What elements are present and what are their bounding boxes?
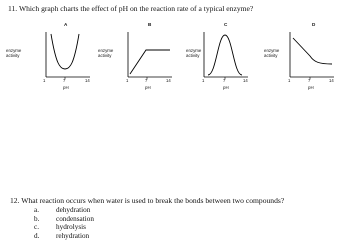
graph-d-tick-14: 14	[329, 78, 334, 83]
graph-a	[6, 22, 91, 100]
question-12-options	[34, 206, 94, 240]
option-c-letter: c.	[34, 223, 39, 232]
graph-a-tick-14: 14	[85, 78, 90, 83]
option-b[interactable]	[34, 215, 94, 224]
graph-c-letter: C	[224, 22, 228, 27]
option-a-text: dehydration	[56, 206, 91, 214]
graph-d-tick-1: 1	[288, 78, 291, 83]
question-12-text: 12. What reaction occurs when water is used to break the bonds between two compounds?	[10, 196, 285, 205]
graph-c-x-label: pH	[223, 85, 229, 90]
graph-b-y-label: enzyme activity	[98, 48, 114, 58]
graph-b-tick-7: 7	[145, 78, 148, 83]
graph-a-tick-7: 7	[63, 78, 66, 83]
question-11-text: 11. Which graph charts the effect of pH on the reaction rate of a typical enzyme?	[8, 4, 254, 13]
option-a-letter: a.	[34, 206, 39, 214]
graph-c-tick-14: 14	[243, 78, 248, 83]
graph-b-tick-14: 14	[166, 78, 171, 83]
option-d-text: rehydration	[56, 231, 90, 240]
graph-b-tick-1: 1	[126, 78, 129, 83]
graph-c	[180, 22, 265, 100]
option-c-text: hydrolysis	[56, 223, 86, 232]
option-a[interactable]	[34, 206, 94, 215]
graph-a-y-label: enzyme activity	[6, 48, 22, 58]
graph-b	[98, 22, 183, 100]
graph-d-letter: D	[312, 22, 316, 27]
graph-d-y-label: enzyme activity	[264, 48, 280, 58]
graph-c-y-label: enzyme activity	[186, 48, 202, 58]
graph-d	[262, 22, 347, 100]
option-d-letter: d.	[34, 231, 40, 240]
graph-a-tick-1: 1	[43, 78, 46, 83]
graph-b-plot	[98, 22, 183, 100]
graph-d-tick-7: 7	[308, 78, 311, 83]
graph-b-x-label: pH	[145, 85, 151, 90]
graph-c-tick-7: 7	[223, 78, 226, 83]
graph-b-letter: B	[148, 22, 152, 27]
graph-a-x-label: pH	[63, 85, 69, 90]
option-d[interactable]	[34, 232, 94, 241]
option-b-text: condensation	[56, 214, 94, 223]
graph-c-tick-1: 1	[202, 78, 205, 83]
graph-d-plot	[262, 22, 347, 100]
graph-a-letter: A	[64, 22, 68, 27]
option-b-letter: b.	[34, 214, 40, 223]
graph-d-x-label: pH	[308, 85, 314, 90]
option-c[interactable]	[34, 223, 94, 232]
graph-a-plot	[6, 22, 91, 100]
